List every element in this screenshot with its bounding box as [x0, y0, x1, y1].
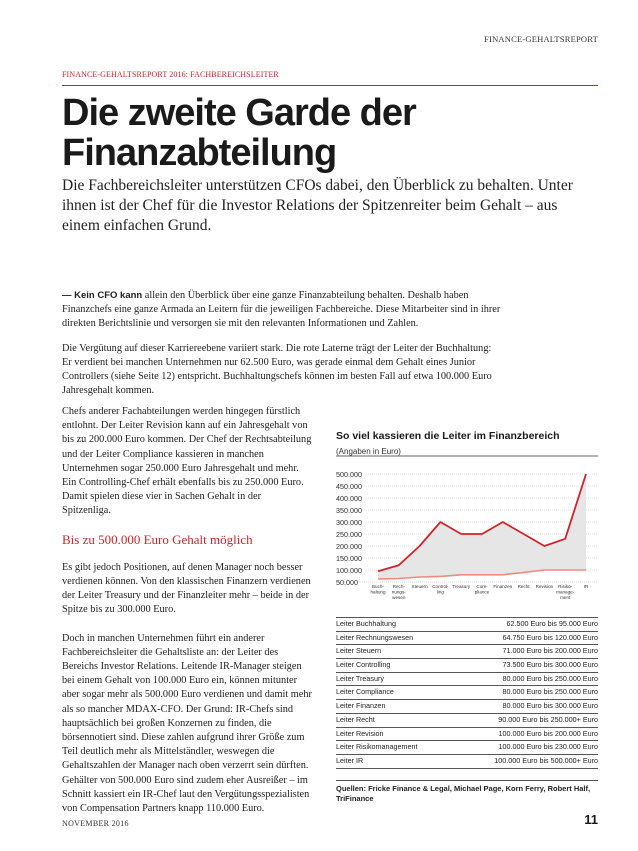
x-category-label-line: Treasury [452, 584, 471, 589]
salary-range: 100.000 Euro bis 230.000 Euro [498, 742, 598, 752]
salary-table-row [336, 686, 598, 700]
x-category-label-line: Rech- [392, 584, 405, 589]
x-category-label [432, 584, 449, 595]
x-category-label [412, 584, 429, 589]
y-tick-label: 200.000 [336, 542, 362, 551]
y-tick-label: 500.000 [336, 470, 362, 479]
page-number: 11 [584, 812, 598, 827]
x-category-label-line: Recht [517, 584, 530, 589]
x-category-label-line: Control- [432, 584, 449, 589]
intro-lead-in: — Kein CFO kann [62, 290, 143, 301]
salary-table-row [336, 714, 598, 728]
x-category-label [493, 584, 512, 589]
body-paragraph-3: Doch in manchen Unternehmen führt ein anderer Fachbereichsleiter die Gehaltsliste an: der Leiter des Bereichs Investor Relations. Leitende IR-Manager steigen bei einem Gehalt von 100.000 Euro ein, können mitunter aber sogar mehr als 500.000 Euro verdienen und damit mehr als so mancher MDAX-CFO. Der Grund: IR-Chefs sind hauptsächlich bei großen Konzernen zu finden, die börsennotiert sind. Diese zahlen aufgrund ihrer Größe zum Teil deutlich mehr als Mittelständler, weswegen die Gehaltszahlen der Manager nach oben verzerrt sein dürften. Gehälter von 500.000 Euro sind zudem eher Ausreißer – im Schnitt kassiert ein IR-Chef laut den Vergütungsspezialisten von Compensation Partners knapp 110.000 Euro. [62, 632, 312, 815]
x-category-label-line: Steuern [411, 584, 428, 589]
salary-table-row [336, 755, 598, 769]
salary-position: Leiter Finanzen [336, 701, 386, 711]
x-category-label-line: Finanzen [493, 584, 513, 589]
body-paragraph-1: Chefs anderer Fachabteilungen werden hingegen fürstlich entlohnt. Der Leiter Revision kann auf ein Jahresgehalt von bis zu 200.000 Euro kommen. Der Chef der Rechtsabteilung und der Leiter Compliance kassieren in manchen Unternehmen sogar 250.000 Euro Jahresgehalt und mehr. Ein Controlling-Chef erhält ebenfalls bis zu 250.000 Euro. Damit spielen diese vier in Sachen Gehalt in der Spitzenliga. [62, 406, 312, 517]
x-category-label-line: ment [560, 595, 571, 601]
y-tick-label: 250.000 [336, 530, 362, 539]
article-intro [62, 289, 502, 408]
salary-table-row [336, 741, 598, 755]
salary-position: Leiter Steuern [336, 646, 382, 656]
y-tick-label: 50.000 [336, 578, 358, 587]
x-category-label [518, 584, 531, 589]
x-category-label-line: ling [436, 589, 444, 595]
intro-paragraph-2: Die Vergütung auf dieser Karriereebene variiert stark. Die rote Laterne trägt der Leiter der Buchhaltung: Er verdient bei manchen Unternehmen nur 62.500 Euro, was gerade einmal dem Gehalt eines Junior Controllers (siehe Seite 12) entspricht. Buchhaltungschefs können im besten Fall auf etwa 100.000 Euro Jahresgehalt kommen. [62, 342, 492, 397]
article-lead: Die Fachbereichsleiter unterstützen CFOs dabei, den Überblick zu behalten. Unter ihnen ist der Chef für die Investor Relations der Spitzenreiter beim Gehalt – aus einem einfachen Grund. [62, 177, 573, 234]
x-category-label-line: Com- [476, 584, 488, 589]
salary-range: 100.000 Euro bis 500.000+ Euro [494, 755, 598, 765]
x-category-label-line: Risiko- [558, 584, 573, 589]
salary-range: 80.000 Euro bis 300.000 Euro [502, 701, 598, 711]
salary-range: 100.000 Euro bis 200.000 Euro [498, 728, 598, 738]
article-kicker: FINANCE-GEHALTSREPORT 2016: FACHBEREICHSLEITER [62, 70, 279, 79]
x-category-label-line: IR [583, 584, 589, 589]
chart-title: So viel kassieren die Leiter im Finanzbereich [336, 430, 560, 442]
issue-date: NOVEMBER 2016 [62, 819, 129, 828]
article-body-column [62, 405, 312, 830]
x-category-label-line: pliance [474, 589, 490, 595]
kicker-divider [62, 85, 598, 86]
salary-table-row [336, 700, 598, 714]
y-tick-label: 400.000 [336, 494, 362, 503]
x-category-label [370, 584, 386, 595]
x-category-label [475, 584, 490, 595]
y-tick-label: 100.000 [336, 566, 362, 575]
salary-position: Leiter Recht [336, 714, 375, 724]
x-category-label-line: wesen [392, 595, 406, 601]
salary-range: 64.750 Euro bis 120.000 Euro [502, 632, 598, 642]
section-header: FINANCE-GEHALTSREPORT [484, 34, 598, 44]
salary-range: 73.500 Euro bis 300.000 Euro [502, 660, 598, 670]
x-category-label-line: nungs- [391, 589, 406, 595]
x-category-label [536, 584, 554, 589]
salary-range: 90.000 Euro bis 250.000+ Euro [498, 714, 598, 724]
salary-position: Leiter Buchhaltung [336, 619, 396, 628]
x-category-label-line: Revision [535, 584, 554, 589]
headline-line-2: Finanzabteilung [62, 132, 337, 174]
salary-position: Leiter Rechnungswesen [336, 632, 414, 642]
salary-range-area [378, 474, 586, 579]
salary-position: Leiter Compliance [336, 687, 394, 697]
chart-subtitle: (Angaben in Euro) [336, 447, 401, 456]
y-tick-label: 150.000 [336, 554, 362, 563]
salary-table-row [336, 645, 598, 659]
salary-position: Leiter Controlling [336, 660, 391, 670]
article-headline [62, 93, 582, 173]
headline-line-1: Die zweite Garde der [62, 92, 416, 134]
salary-position: Leiter IR [336, 755, 364, 765]
body-paragraph-2: Es gibt jedoch Positionen, auf denen Manager noch besser verdienen können. Von den klassischen Finanzern verdienen der Leiter Treasury und der Finanzleiter mehr – beide in der Spitze bis zu 300.000 Euro. [62, 561, 311, 616]
salary-table-row [336, 617, 598, 632]
salary-position: Leiter Treasury [336, 673, 384, 683]
salary-table-row [336, 659, 598, 673]
x-category-label [556, 584, 575, 600]
body-subhead: Bis zu 500.000 Euro Gehalt möglich [62, 531, 253, 547]
intro-paragraph-1 [62, 289, 502, 332]
salary-table-row [336, 632, 598, 646]
salary-range: 80.000 Euro bis 250.000 Euro [502, 673, 598, 683]
x-category-label [392, 584, 407, 600]
x-category-label [452, 584, 471, 589]
y-tick-label: 300.000 [336, 518, 362, 527]
salary-range: 62.500 Euro bis 95.000 Euro [506, 619, 598, 628]
x-category-label-line: Buch- [371, 584, 385, 589]
salary-position: Leiter Risikomanagement [336, 742, 418, 752]
chart-sources: Quellen: Fricke Finance & Legal, Michael Page, Korn Ferry, Robert Half, TriFinance [336, 780, 598, 804]
salary-chart [336, 454, 598, 604]
salary-range: 71.000 Euro bis 200.000 Euro [502, 646, 598, 656]
x-category-label [584, 584, 589, 589]
salary-range: 80.000 Euro bis 250.000 Euro [502, 687, 598, 697]
salary-table-row [336, 673, 598, 687]
intro-paragraph-1-text: allein den Überblick über eine ganze Finanzabteilung behalten. Deshalb haben Finanzchefs eine ganze Armada an Leitern für die jeweiligen Fachbereiche. Diese Mitarbeiter sind in ihrer direkten Berichtslinie und versorgen sie mit den relevanten Informationen und Zahlen. [62, 290, 501, 330]
salary-position: Leiter Revision [336, 728, 384, 738]
x-category-label-line: manage- [556, 589, 575, 595]
x-category-label-line: haltung [370, 589, 386, 595]
y-tick-label: 450.000 [336, 482, 362, 491]
salary-table [336, 617, 598, 769]
salary-table-row [336, 728, 598, 742]
y-tick-label: 350.000 [336, 506, 362, 515]
